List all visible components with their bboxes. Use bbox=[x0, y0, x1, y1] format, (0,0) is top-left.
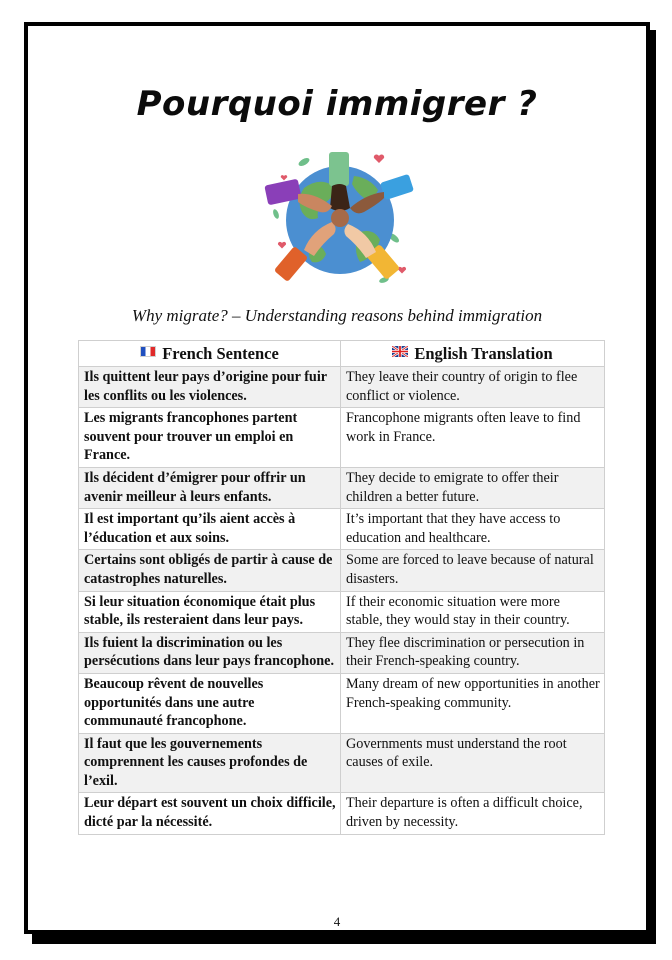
table-row bbox=[79, 367, 605, 408]
french-sentence: Ils décident d’émigrer pour offrir un avenir meilleur à leurs enfants. bbox=[79, 467, 341, 508]
french-sentence: Ils quittent leur pays d’origine pour fuir les conflits ou les violences. bbox=[79, 367, 341, 408]
english-translation: Governments must understand the root causes of exile. bbox=[341, 733, 605, 793]
english-translation: Many dream of new opportunities in another French-speaking community. bbox=[341, 673, 605, 733]
english-translation: They flee discrimination or persecution in their French-speaking country. bbox=[341, 632, 605, 673]
english-column-header bbox=[341, 341, 605, 367]
table-row bbox=[79, 467, 605, 508]
table-row bbox=[79, 509, 605, 550]
table-row bbox=[79, 632, 605, 673]
translation-table bbox=[78, 340, 605, 835]
table-row bbox=[79, 793, 605, 834]
table-header-row bbox=[79, 341, 605, 367]
french-sentence: Beaucoup rêvent de nouvelles opportunités dans une autre communauté francophone. bbox=[79, 673, 341, 733]
table-row bbox=[79, 733, 605, 793]
french-sentence: Il faut que les gouvernements comprennent les causes profondes de l’exil. bbox=[79, 733, 341, 793]
french-sentence: Les migrants francophones partent souvent pour trouver un emploi en France. bbox=[79, 408, 341, 468]
english-column-label: English Translation bbox=[414, 344, 553, 363]
french-sentence: Il est important qu’ils aient accès à l’éducation et aux soins. bbox=[79, 509, 341, 550]
table-row bbox=[79, 591, 605, 632]
uk-flag-icon bbox=[392, 346, 408, 357]
table-row bbox=[79, 408, 605, 468]
worksheet-page bbox=[24, 22, 650, 934]
french-column-label: French Sentence bbox=[162, 344, 279, 363]
french-sentence: Certains sont obligés de partir à cause de catastrophes naturelles. bbox=[79, 550, 341, 591]
english-translation: They decide to emigrate to offer their children a better future. bbox=[341, 467, 605, 508]
france-flag-icon bbox=[140, 346, 156, 357]
french-sentence: Ils fuient la discrimination ou les persécutions dans leur pays francophone. bbox=[79, 632, 341, 673]
french-sentence: Leur départ est souvent un choix difficile, dicté par la nécessité. bbox=[79, 793, 341, 834]
table-row bbox=[79, 673, 605, 733]
page-title: Pourquoi immigrer ? bbox=[136, 84, 538, 124]
page-number: 4 bbox=[333, 914, 341, 929]
page-subtitle: Why migrate? – Understanding reasons behind immigration bbox=[131, 306, 543, 325]
english-translation: Francophone migrants often leave to find work in France. bbox=[341, 408, 605, 468]
english-translation: They leave their country of origin to flee conflict or violence. bbox=[341, 367, 605, 408]
english-translation: Their departure is often a difficult choice, driven by necessity. bbox=[341, 793, 605, 834]
french-column-header bbox=[79, 341, 341, 367]
english-translation: It’s important that they have access to education and healthcare. bbox=[341, 509, 605, 550]
french-sentence: Si leur situation économique était plus stable, ils resteraient dans leur pays. bbox=[79, 591, 341, 632]
table-row bbox=[79, 550, 605, 591]
english-translation: If their economic situation were more stable, they would stay in their country. bbox=[341, 591, 605, 632]
globe-with-joined-hands-icon bbox=[264, 148, 416, 288]
english-translation: Some are forced to leave because of natural disasters. bbox=[341, 550, 605, 591]
